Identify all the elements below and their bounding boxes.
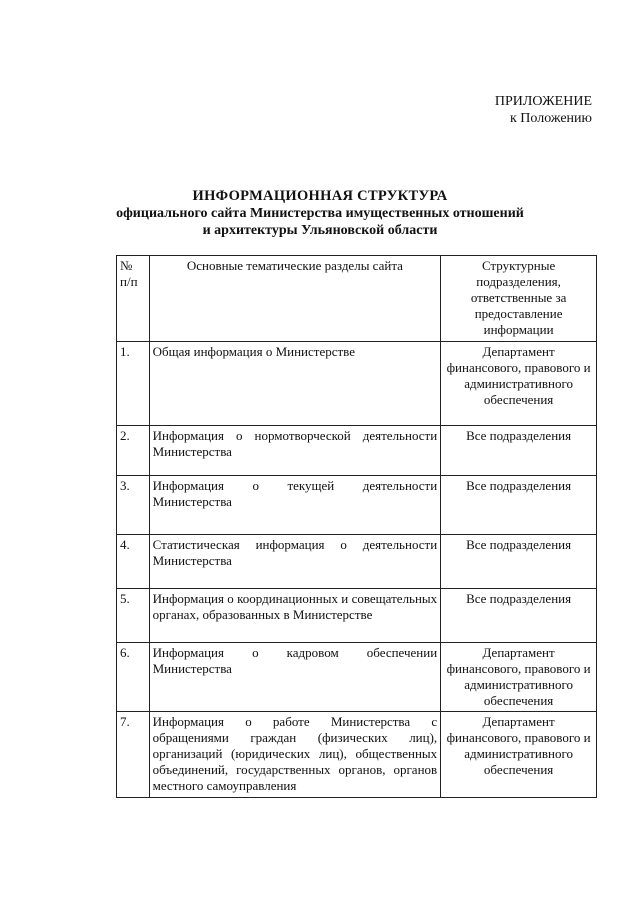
row-section: Информация о координационных и совещательных органах, образованных в Министерстве bbox=[149, 589, 441, 643]
row-number: 5. bbox=[117, 589, 150, 643]
structure-table bbox=[116, 255, 597, 798]
heading-title: ИНФОРМАЦИОННАЯ СТРУКТУРА bbox=[192, 188, 448, 204]
row-number: 4. bbox=[117, 535, 150, 589]
row-responsible: Все подразделения bbox=[441, 426, 597, 476]
row-responsible: Все подразделения bbox=[441, 535, 597, 589]
table-row bbox=[117, 535, 597, 589]
table-row bbox=[117, 712, 597, 798]
header-number: № п/п bbox=[117, 256, 150, 342]
table-row bbox=[117, 476, 597, 535]
appendix-subtitle: к Положению bbox=[509, 111, 592, 126]
row-number: 2. bbox=[117, 426, 150, 476]
row-responsible: Все подразделения bbox=[441, 476, 597, 535]
row-responsible: Департамент финансового, правового и административного обеспечения bbox=[441, 342, 597, 426]
row-responsible: Все подразделения bbox=[441, 589, 597, 643]
row-number: 3. bbox=[117, 476, 150, 535]
row-section: Общая информация о Министерстве bbox=[149, 342, 441, 426]
appendix-title: ПРИЛОЖЕНИЕ bbox=[494, 94, 592, 109]
row-section: Информация о работе Министерства с обращениями граждан (физических лиц), организаций (юридических лиц), общественных объединений, государственных органов, органов местного самоуправления bbox=[149, 712, 441, 798]
heading-line-3: и архитектуры Ульяновской области bbox=[202, 223, 438, 238]
row-responsible: Департамент финансового, правового и административного обеспечения bbox=[441, 712, 597, 798]
row-number: 7. bbox=[117, 712, 150, 798]
row-number: 1. bbox=[117, 342, 150, 426]
table-header-row bbox=[117, 256, 597, 342]
row-section: Информация о текущей деятельности Министерства bbox=[149, 476, 441, 535]
table-row bbox=[117, 342, 597, 426]
row-section: Информация о нормотворческой деятельности Министерства bbox=[149, 426, 441, 476]
row-number: 6. bbox=[117, 643, 150, 712]
row-section: Статистическая информация о деятельности Министерства bbox=[149, 535, 441, 589]
heading-line-2: официального сайта Министерства имущественных отношений bbox=[116, 206, 524, 221]
document-heading bbox=[0, 188, 640, 239]
row-section: Информация о кадровом обеспечении Министерства bbox=[149, 643, 441, 712]
table-row bbox=[117, 589, 597, 643]
table-row bbox=[117, 643, 597, 712]
header-sections: Основные тематические разделы сайта bbox=[149, 256, 441, 342]
row-responsible: Департамент финансового, правового и административного обеспечения bbox=[441, 643, 597, 712]
appendix-label bbox=[495, 93, 592, 127]
table-row bbox=[117, 426, 597, 476]
header-responsible: Структурные подразделения, ответственные за предоставление информации bbox=[441, 256, 597, 342]
